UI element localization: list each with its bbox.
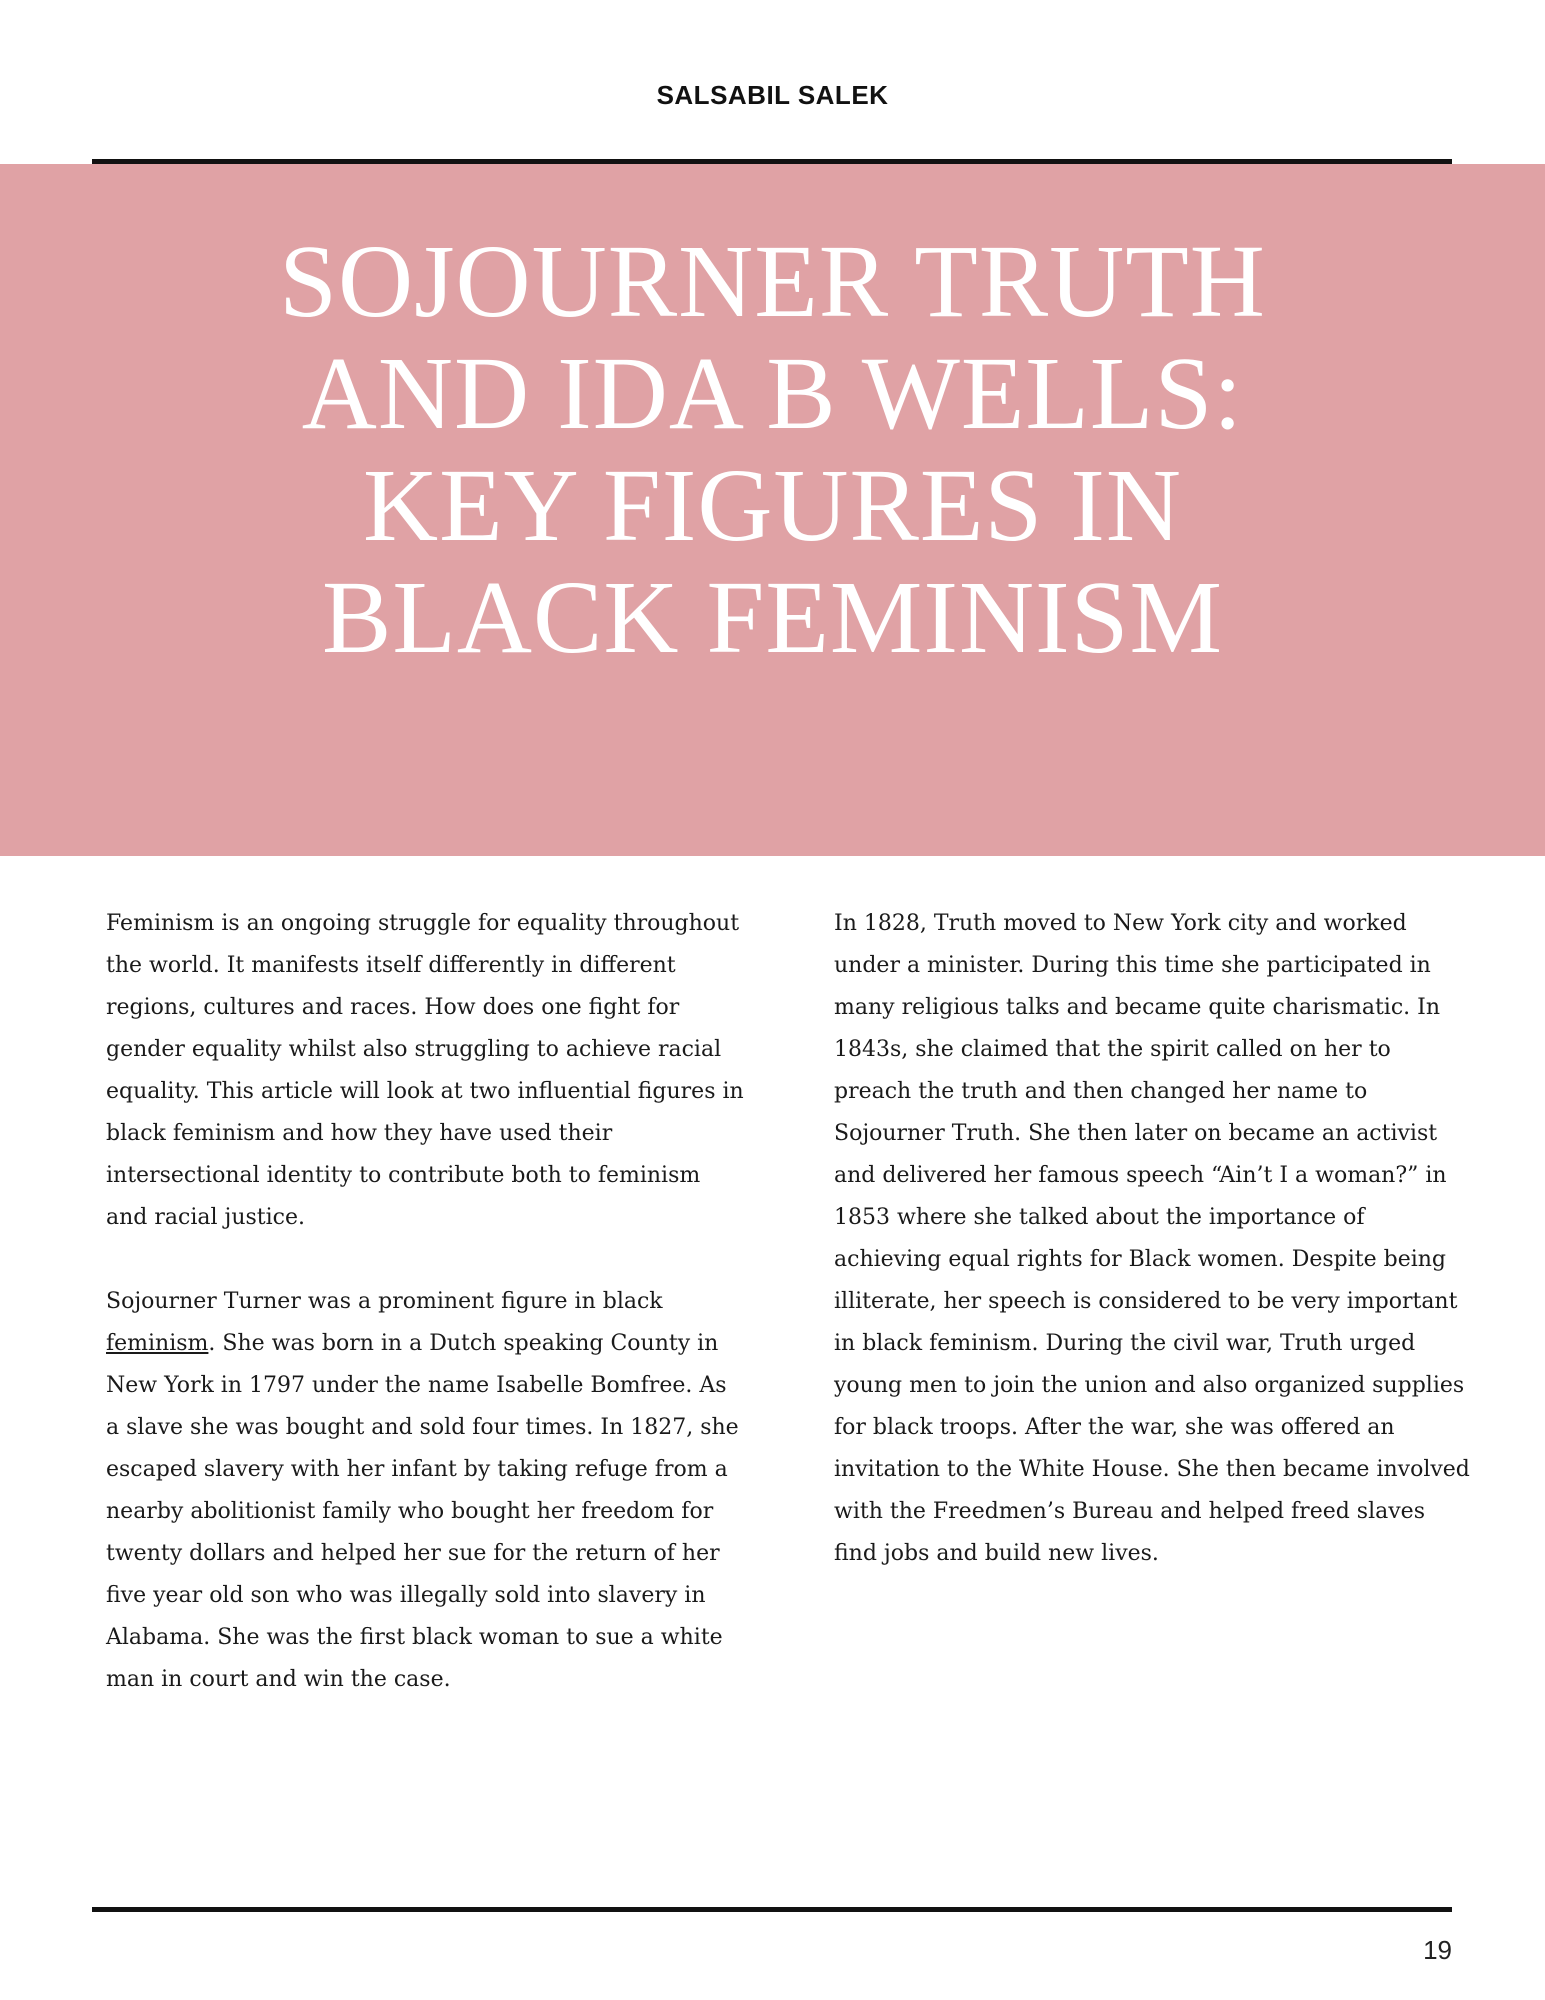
title-line-4: BLACK FEMINISM [322,560,1223,675]
intro-paragraph: Feminism is an ongoing struggle for equality throughout the world. It manifests itself differently in different regions, cultures and races. How does one fight for gender equality whilst also struggling to achieve racial equality. This article will look at two influential figures in black feminism and how they have used their intersectional identity to contribute both to feminism and racial justice. [106,911,744,1230]
author-name: SALSABIL SALEK [656,80,889,110]
biography-text-start: Sojourner Turner was a prominent figure in black [106,1289,663,1314]
left-column [106,903,746,1701]
activism-paragraph: In 1828, Truth moved to New York city and worked under a minister. During this time she participated in many religious talks and became quite charismatic. In 1843s, she claimed that the spirit called on her to preach the truth and then changed her name to Sojourner Truth. She then later on became an activist and delivered her famous speech “Ain’t I a woman?” in 1853 where she talked about the importance of achieving equal rights for Black women. Despite being illiterate, her speech is considered to be very important in black feminism. During the civil war, Truth urged young men to join the union and also organized supplies for black troops. After the war, she was offered an invitation to the White House. She then became involved with the Freedmen’s Bureau and helped freed slaves find jobs and build new lives. [834,911,1470,1566]
feminism-link[interactable]: feminism [106,1331,209,1356]
biography-text-end: . She was born in a Dutch speaking County in New York in 1797 under the name Isabelle Bomfree. As a slave she was bought and sold four times. In 1827, she escaped slavery with her infant by taking refuge from a nearby abolitionist family who bought her freedom for twenty dollars and helped her sue for the return of her five year old son who was illegally sold into slavery in Alabama. She was the first black woman to sue a white man in court and win the case. [106,1331,739,1692]
bottom-divider [92,1907,1452,1912]
title-line-1: SOJOURNER TRUTH [279,224,1266,339]
article-title [0,226,1545,674]
page-number: 19 [1423,1935,1452,1965]
title-line-2: AND IDA B WELLS: [301,336,1244,451]
biography-paragraph [106,1281,746,1701]
title-line-3: KEY FIGURES IN [362,448,1183,563]
right-column [834,903,1474,1575]
